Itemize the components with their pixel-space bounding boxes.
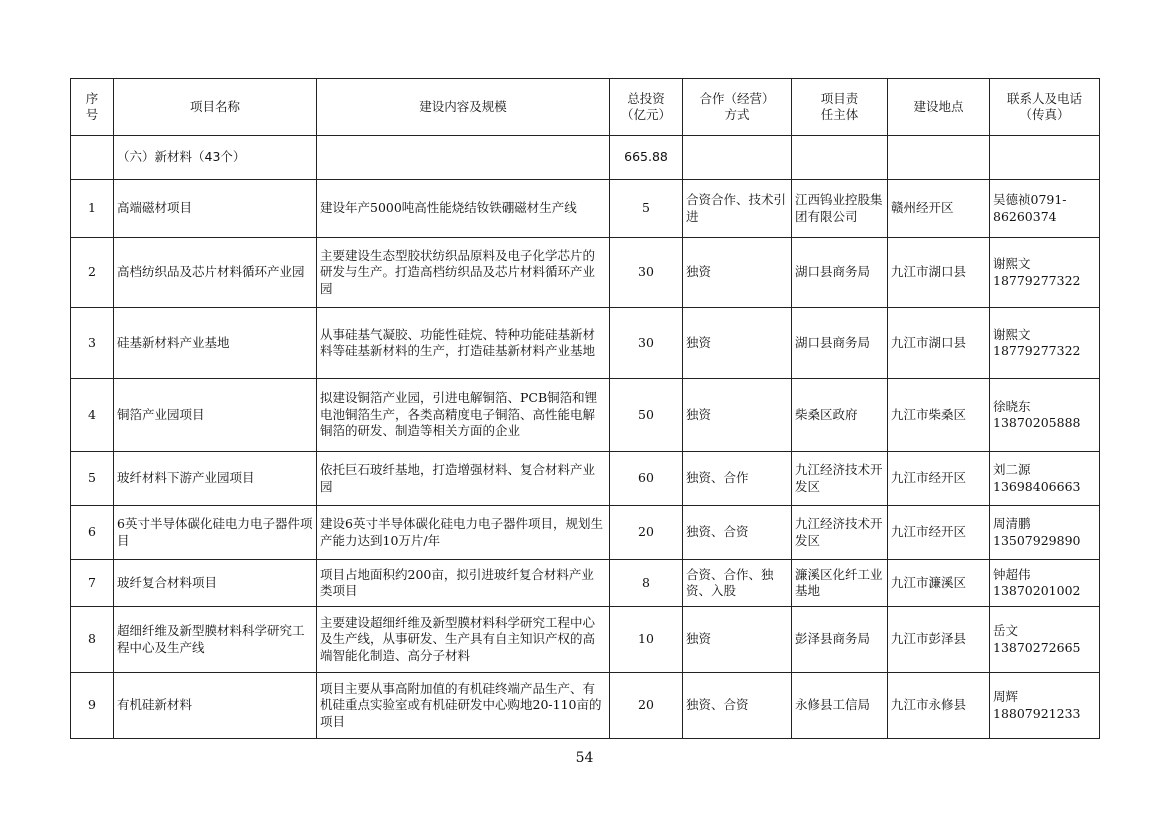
row-location: 九江市彭泽县: [888, 607, 990, 673]
row-mode: 独资: [683, 308, 792, 379]
row-mode: 独资: [683, 607, 792, 673]
header-project-name: 项目名称: [114, 79, 317, 136]
row-owner: 九江经济技术开发区: [792, 506, 888, 560]
row-owner: 江西钨业控股集团有限公司: [792, 180, 888, 238]
row-content: 项目占地面积约200亩，拟引进玻纤复合材料产业类项目: [317, 560, 610, 607]
row-content: 主要建设超细纤维及新型膜材料科学研究工程中心及生产线，从事研发、生产具有自主知识产权的高端智能化制造、高分子材料: [317, 607, 610, 673]
row-location: 九江市经开区: [888, 506, 990, 560]
row-content: 拟建设铜箔产业园，引进电解铜箔、PCB铜箔和锂电池铜箔生产，各类高精度电子铜箔、高性能电解铜箔的研发、制造等相关方面的企业: [317, 379, 610, 452]
section-location-cell: [888, 136, 990, 180]
header-contact: 联系人及电话 （传真）: [990, 79, 1100, 136]
row-mode: 独资、合资: [683, 506, 792, 560]
row-content: 项目主要从事高附加值的有机硅终端产品生产、有机硅重点实验室或有机硅研发中心购地20-110亩的项目: [317, 673, 610, 739]
row-owner: 柴桑区政府: [792, 379, 888, 452]
row-content: 从事硅基气凝胶、功能性硅烷、特种功能硅基新材料等硅基新材料的生产，打造硅基新材料产业基地: [317, 308, 610, 379]
row-contact: 谢熙文 18779277322: [990, 308, 1100, 379]
row-investment: 20: [610, 673, 683, 739]
row-location: 九江市永修县: [888, 673, 990, 739]
row-location: 赣州经开区: [888, 180, 990, 238]
row-investment: 10: [610, 607, 683, 673]
row-index: 3: [71, 308, 114, 379]
row-project-name: 玻纤材料下游产业园项目: [114, 452, 317, 506]
row-index: 4: [71, 379, 114, 452]
header-owner: 项目责 任主体: [792, 79, 888, 136]
row-project-name: 高端磁材项目: [114, 180, 317, 238]
row-contact: 钟超伟 13870201002: [990, 560, 1100, 607]
row-investment: 8: [610, 560, 683, 607]
row-project-name: 铜箔产业园项目: [114, 379, 317, 452]
row-mode: 合资、合作、独资、入股: [683, 560, 792, 607]
section-index-cell: [71, 136, 114, 180]
row-investment: 30: [610, 238, 683, 308]
row-mode: 合资合作、技术引进: [683, 180, 792, 238]
row-project-name: 有机硅新材料: [114, 673, 317, 739]
section-title: （六）新材料（43个）: [114, 136, 317, 180]
section-mode-cell: [683, 136, 792, 180]
row-contact: 周辉 18807921233: [990, 673, 1100, 739]
row-contact: 周清鹏 13507929890: [990, 506, 1100, 560]
header-location: 建设地点: [888, 79, 990, 136]
row-index: 6: [71, 506, 114, 560]
row-investment: 20: [610, 506, 683, 560]
row-investment: 30: [610, 308, 683, 379]
row-mode: 独资、合资: [683, 673, 792, 739]
header-content: 建设内容及规模: [317, 79, 610, 136]
page-number: 54: [575, 750, 594, 766]
row-contact: 吴德祯0791-86260374: [990, 180, 1100, 238]
header-mode: 合作（经营） 方式: [683, 79, 792, 136]
project-table: [70, 78, 1100, 739]
row-content: 主要建设生态型胶状纺织品原料及电子化学芯片的研发与生产。打造高档纺织品及芯片材料循环产业园: [317, 238, 610, 308]
table-row: [71, 180, 1100, 238]
section-contact-cell: [990, 136, 1100, 180]
row-content: 依托巨石玻纤基地，打造增强材料、复合材料产业园: [317, 452, 610, 506]
table-row: [71, 560, 1100, 607]
row-mode: 独资、合作: [683, 452, 792, 506]
table-row: [71, 673, 1100, 739]
table-row: [71, 506, 1100, 560]
row-investment: 5: [610, 180, 683, 238]
row-location: 九江市濂溪区: [888, 560, 990, 607]
row-mode: 独资: [683, 238, 792, 308]
row-project-name: 高档纺织品及芯片材料循环产业园: [114, 238, 317, 308]
row-content: 建设6英寸半导体碳化硅电力电子器件项目，规划生产能力达到10万片/年: [317, 506, 610, 560]
header-index: 序 号: [71, 79, 114, 136]
header-investment: 总投资 （亿元）: [610, 79, 683, 136]
row-location: 九江市湖口县: [888, 238, 990, 308]
row-location: 九江市湖口县: [888, 308, 990, 379]
section-investment: 665.88: [610, 136, 683, 180]
table-row: [71, 308, 1100, 379]
table-header-row: [71, 79, 1100, 136]
row-owner: 九江经济技术开发区: [792, 452, 888, 506]
table-row: [71, 607, 1100, 673]
section-row: [71, 136, 1100, 180]
row-project-name: 超细纤维及新型膜材料科学研究工程中心及生产线: [114, 607, 317, 673]
row-investment: 50: [610, 379, 683, 452]
section-owner-cell: [792, 136, 888, 180]
table-row: [71, 238, 1100, 308]
row-contact: 刘二源 13698406663: [990, 452, 1100, 506]
row-index: 2: [71, 238, 114, 308]
row-content: 建设年产5000吨高性能烧结钕铁硼磁材生产线: [317, 180, 610, 238]
row-owner: 永修县工信局: [792, 673, 888, 739]
row-index: 5: [71, 452, 114, 506]
row-index: 9: [71, 673, 114, 739]
row-index: 8: [71, 607, 114, 673]
section-content-cell: [317, 136, 610, 180]
row-owner: 濂溪区化纤工业基地: [792, 560, 888, 607]
row-project-name: 玻纤复合材料项目: [114, 560, 317, 607]
row-owner: 湖口县商务局: [792, 308, 888, 379]
row-location: 九江市柴桑区: [888, 379, 990, 452]
row-location: 九江市经开区: [888, 452, 990, 506]
row-index: 7: [71, 560, 114, 607]
row-contact: 岳文 13870272665: [990, 607, 1100, 673]
row-contact: 徐晓东 13870205888: [990, 379, 1100, 452]
row-contact: 谢熙文 18779277322: [990, 238, 1100, 308]
row-investment: 60: [610, 452, 683, 506]
table-row: [71, 452, 1100, 506]
row-project-name: 硅基新材料产业基地: [114, 308, 317, 379]
table-row: [71, 379, 1100, 452]
row-owner: 彭泽县商务局: [792, 607, 888, 673]
row-project-name: 6英寸半导体碳化硅电力电子器件项目: [114, 506, 317, 560]
row-mode: 独资: [683, 379, 792, 452]
row-owner: 湖口县商务局: [792, 238, 888, 308]
row-index: 1: [71, 180, 114, 238]
